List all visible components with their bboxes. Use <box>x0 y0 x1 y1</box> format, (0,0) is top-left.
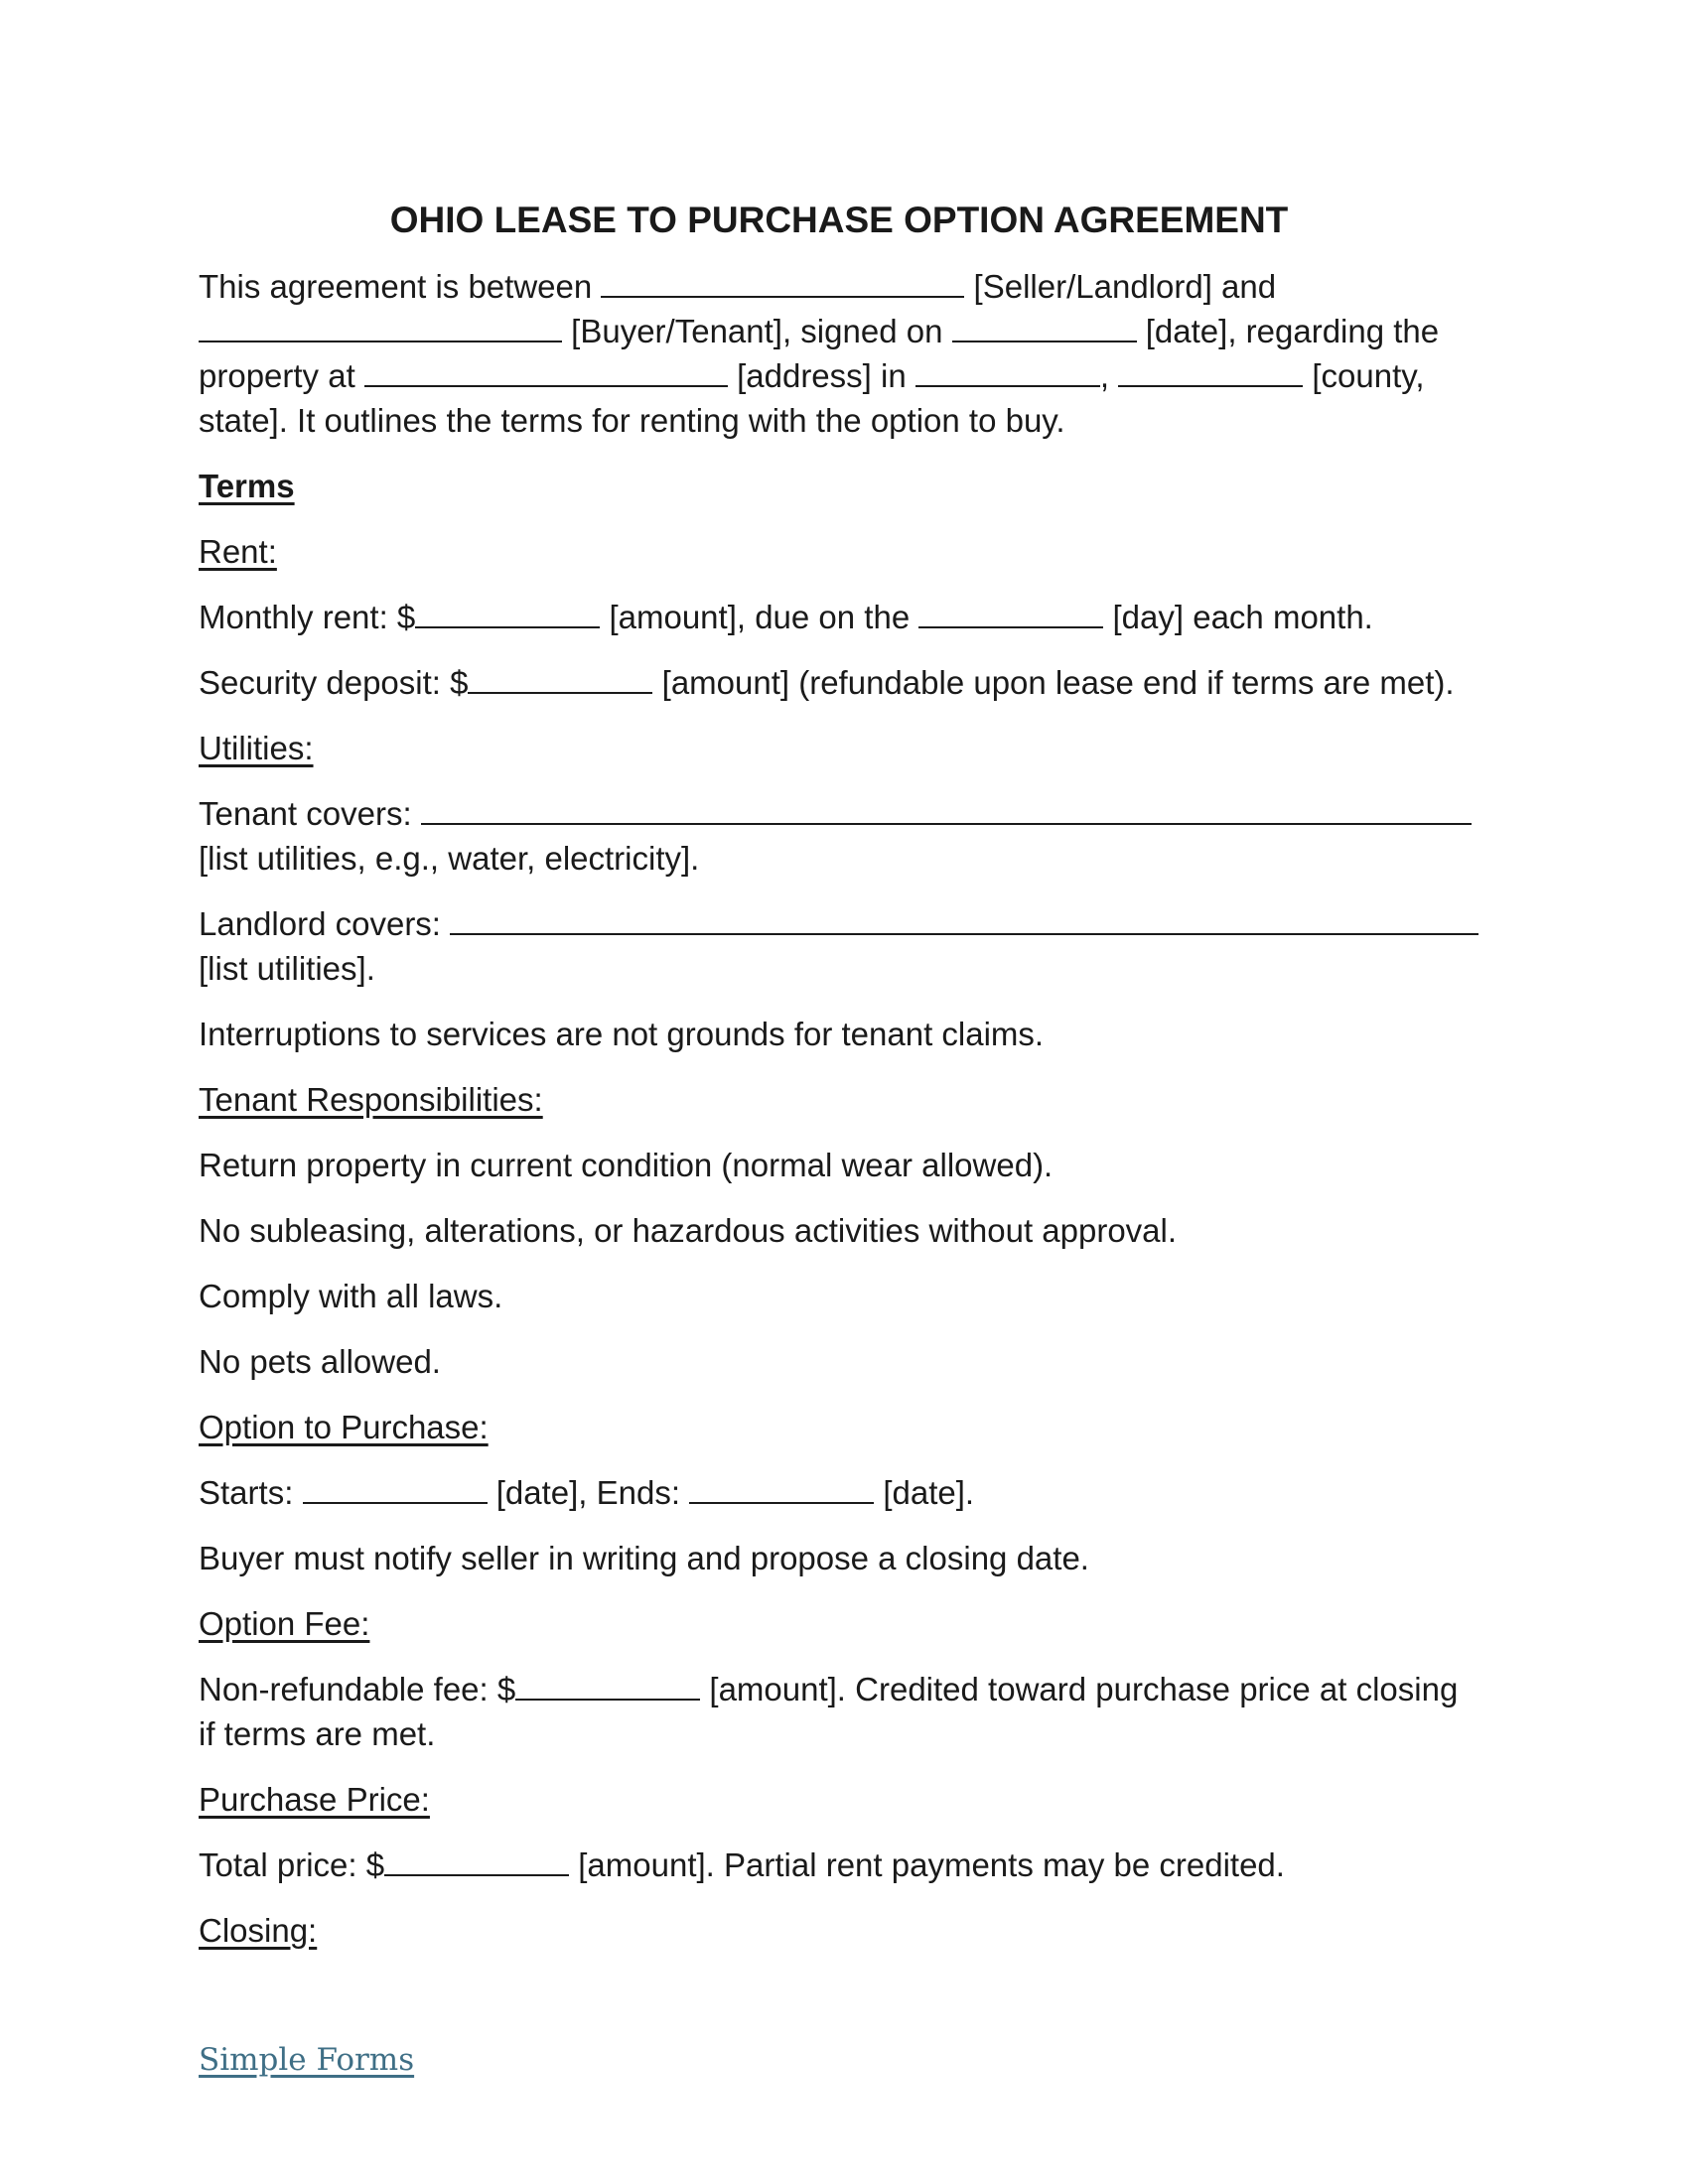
option-notify-line: Buyer must notify seller in writing and propose a closing date. <box>199 1540 1089 1576</box>
state-blank[interactable] <box>1118 354 1303 387</box>
rent-heading-text: Rent: <box>199 533 277 570</box>
purchase-price-amount-blank[interactable] <box>384 1843 569 1876</box>
rent-heading <box>199 529 1494 574</box>
responsibility-item: Return property in current condition (normal wear allowed). <box>199 1147 1054 1183</box>
responsibility-item: Comply with all laws. <box>199 1278 503 1314</box>
intro-text: [date], regarding the <box>1136 313 1440 349</box>
landlord-utilities-blank[interactable] <box>450 902 1478 935</box>
purchase-price-line <box>199 1843 1494 1887</box>
closing-heading-text: Closing: <box>199 1912 318 1949</box>
option-dates-line <box>199 1470 1494 1515</box>
tenant-utilities-line <box>199 791 1494 881</box>
security-deposit-amount-blank[interactable] <box>468 661 652 694</box>
landlord-utilities-line <box>199 901 1494 991</box>
monthly-rent-line <box>199 595 1494 639</box>
simple-forms-link[interactable]: Simple Forms <box>199 2042 415 2078</box>
terms-heading-text: Terms <box>199 468 295 504</box>
tenant-covers-hint: [list utilities, e.g., water, electricity]. <box>199 840 700 877</box>
option-dates-text: [date]. <box>874 1474 975 1511</box>
utilities-heading <box>199 726 1494 770</box>
landlord-covers-label: Landlord covers: <box>199 905 451 942</box>
option-fee-amount-blank[interactable] <box>515 1668 700 1701</box>
responsibility-item: No subleasing, alterations, or hazardous activities without approval. <box>199 1212 1178 1249</box>
intro-text: state]. It outlines the terms for renting with the option to buy. <box>199 402 1065 439</box>
option-start-date-blank[interactable] <box>303 1471 488 1504</box>
monthly-rent-label: Monthly rent: $ <box>199 599 416 635</box>
option-fee-line <box>199 1667 1494 1756</box>
option-end-date-blank[interactable] <box>689 1471 874 1504</box>
closing-heading <box>199 1908 1494 1953</box>
monthly-rent-amount-blank[interactable] <box>415 596 600 628</box>
tenant-responsibilities-heading-text: Tenant Responsibilities: <box>199 1081 543 1118</box>
option-fee-text: [amount]. Credited toward purchase price at closing <box>700 1671 1459 1707</box>
option-fee-label: Non-refundable fee: $ <box>199 1671 516 1707</box>
option-fee-heading-text: Option Fee: <box>199 1605 370 1642</box>
option-start-label: Starts: <box>199 1474 303 1511</box>
security-deposit-label: Security deposit: $ <box>199 664 469 701</box>
option-fee-text: if terms are met. <box>199 1715 436 1752</box>
buyer-name-blank[interactable] <box>199 310 562 342</box>
purchase-price-heading <box>199 1777 1494 1822</box>
intro-text: [address] in <box>727 357 915 394</box>
document-title: OHIO LEASE TO PURCHASE OPTION AGREEMENT <box>389 200 1289 240</box>
terms-heading <box>199 464 1494 508</box>
tenant-covers-label: Tenant covers: <box>199 795 421 832</box>
seller-name-blank[interactable] <box>601 265 964 298</box>
option-fee-heading <box>199 1601 1494 1646</box>
tenant-utilities-blank[interactable] <box>421 792 1472 825</box>
intro-text: property at <box>199 357 364 394</box>
responsibility-item: No pets allowed. <box>199 1343 441 1380</box>
option-to-purchase-heading <box>199 1405 1494 1449</box>
document-body <box>199 197 1494 1974</box>
intro-paragraph <box>199 264 1494 443</box>
option-end-label: [date], Ends: <box>487 1474 690 1511</box>
intro-text: This agreement is between <box>199 268 602 305</box>
monthly-rent-text: [day] each month. <box>1103 599 1373 635</box>
security-deposit-text: [amount] (refundable upon lease end if terms are met). <box>652 664 1455 701</box>
landlord-covers-hint: [list utilities]. <box>199 950 375 987</box>
rent-due-day-blank[interactable] <box>918 596 1103 628</box>
option-to-purchase-heading-text: Option to Purchase: <box>199 1409 489 1445</box>
monthly-rent-text: [amount], due on the <box>600 599 919 635</box>
purchase-price-text: [amount]. Partial rent payments may be credited. <box>569 1846 1285 1883</box>
intro-text: [Buyer/Tenant], signed on <box>562 313 952 349</box>
property-address-blank[interactable] <box>364 354 728 387</box>
interruptions-line: Interruptions to services are not grounds for tenant claims. <box>199 1016 1045 1052</box>
county-blank[interactable] <box>915 354 1100 387</box>
tenant-responsibilities-heading <box>199 1077 1494 1122</box>
purchase-price-heading-text: Purchase Price: <box>199 1781 430 1818</box>
intro-text: [county, <box>1303 357 1425 394</box>
intro-text: , <box>1099 357 1119 394</box>
intro-text: [Seller/Landlord] and <box>964 268 1277 305</box>
purchase-price-label: Total price: $ <box>199 1846 385 1883</box>
utilities-heading-text: Utilities: <box>199 730 314 766</box>
signed-date-blank[interactable] <box>952 310 1137 342</box>
security-deposit-line <box>199 660 1494 705</box>
